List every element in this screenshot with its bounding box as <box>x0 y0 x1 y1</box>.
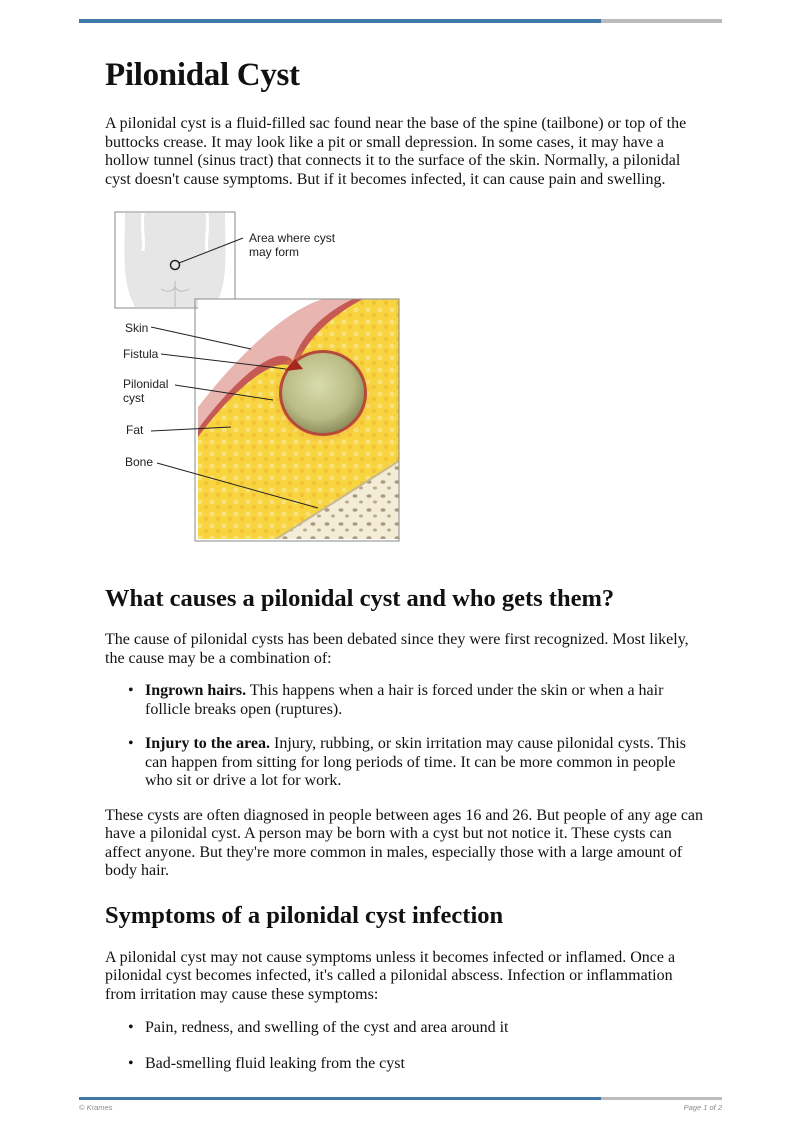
header-accent-bar <box>79 19 722 23</box>
causes-outro-paragraph: These cysts are often diagnosed in people between ages 16 and 26. But people of any age can have a pilonidal cyst. A person may be born with a cyst but not notice it. These cysts can affect anyone. But they're more common in males, especially those with a large amount of body hair. <box>105 806 704 879</box>
list-item-title: Injury to the area. <box>145 735 271 752</box>
label-fat: Fat <box>126 423 144 437</box>
intro-paragraph: A pilonidal cyst is a fluid-filled sac found near the base of the spine (tailbone) or top of the buttocks crease. It may look like a pit or small depression. In some cases, it may have a hollow tunnel (sinus tract) that connects it to the surface of the skin. Normally, a pilonidal cyst doesn't cause symptoms. But if it becomes infected, it can cause pain and swelling. <box>105 115 687 188</box>
document-body <box>105 54 705 1073</box>
footer-page-number: Page 1 of 2 <box>683 1103 722 1112</box>
label-bone: Bone <box>125 455 154 469</box>
footer-copyright: © Krames <box>79 1103 113 1112</box>
list-item-text: This happens when a hair is forced under the skin or when a hair follicle breaks open (ruptures). <box>145 682 664 718</box>
header-bar-blue <box>79 19 601 23</box>
header-bar-gray <box>601 19 722 23</box>
list-item: • Pain, redness, and swelling of the cyst and area around it <box>145 1019 705 1038</box>
list-item-text: Injury, rubbing, or skin irritation may cause pilonidal cysts. This can happen from sitting for long periods of time. It can be more common in people who sit or drive a lot for work. <box>145 735 686 789</box>
label-skin: Skin <box>125 321 149 335</box>
section-heading-symptoms: Symptoms of a pilonidal cyst infection <box>105 901 504 929</box>
symptoms-intro-paragraph: A pilonidal cyst may not cause symptoms unless it becomes infected or inflamed. Once a pilonidal cyst becomes infected, it's called a pilonidal abscess. Infection or inflammation from irritation may cause these symptoms: <box>105 948 676 1003</box>
footer-bar-gray <box>601 1097 722 1100</box>
section-heading-causes: What causes a pilonidal cyst and who gets them? <box>105 585 615 612</box>
label-pilonidal-cyst: Pilonidal cyst <box>123 377 169 405</box>
list-item: • Bad-smelling fluid leaking from the cyst <box>145 1055 705 1074</box>
list-item <box>145 735 705 791</box>
symptoms-list <box>105 1019 705 1073</box>
causes-intro-paragraph: The cause of pilonidal cysts has been debated since they were first recognized. Most likely, the cause may be a combination of: <box>105 631 689 667</box>
page-title: Pilonidal Cyst <box>105 57 300 93</box>
footer-bar-blue <box>79 1097 601 1100</box>
label-fistula: Fistula <box>123 347 159 361</box>
inset-label: Area where cyst may form <box>249 231 336 259</box>
list-item <box>145 682 705 719</box>
footer-accent-bar <box>79 1097 722 1100</box>
causes-list <box>105 682 705 791</box>
pilonidal-cyst-illustration <box>113 211 413 546</box>
list-item-title: Ingrown hairs. <box>145 682 247 699</box>
